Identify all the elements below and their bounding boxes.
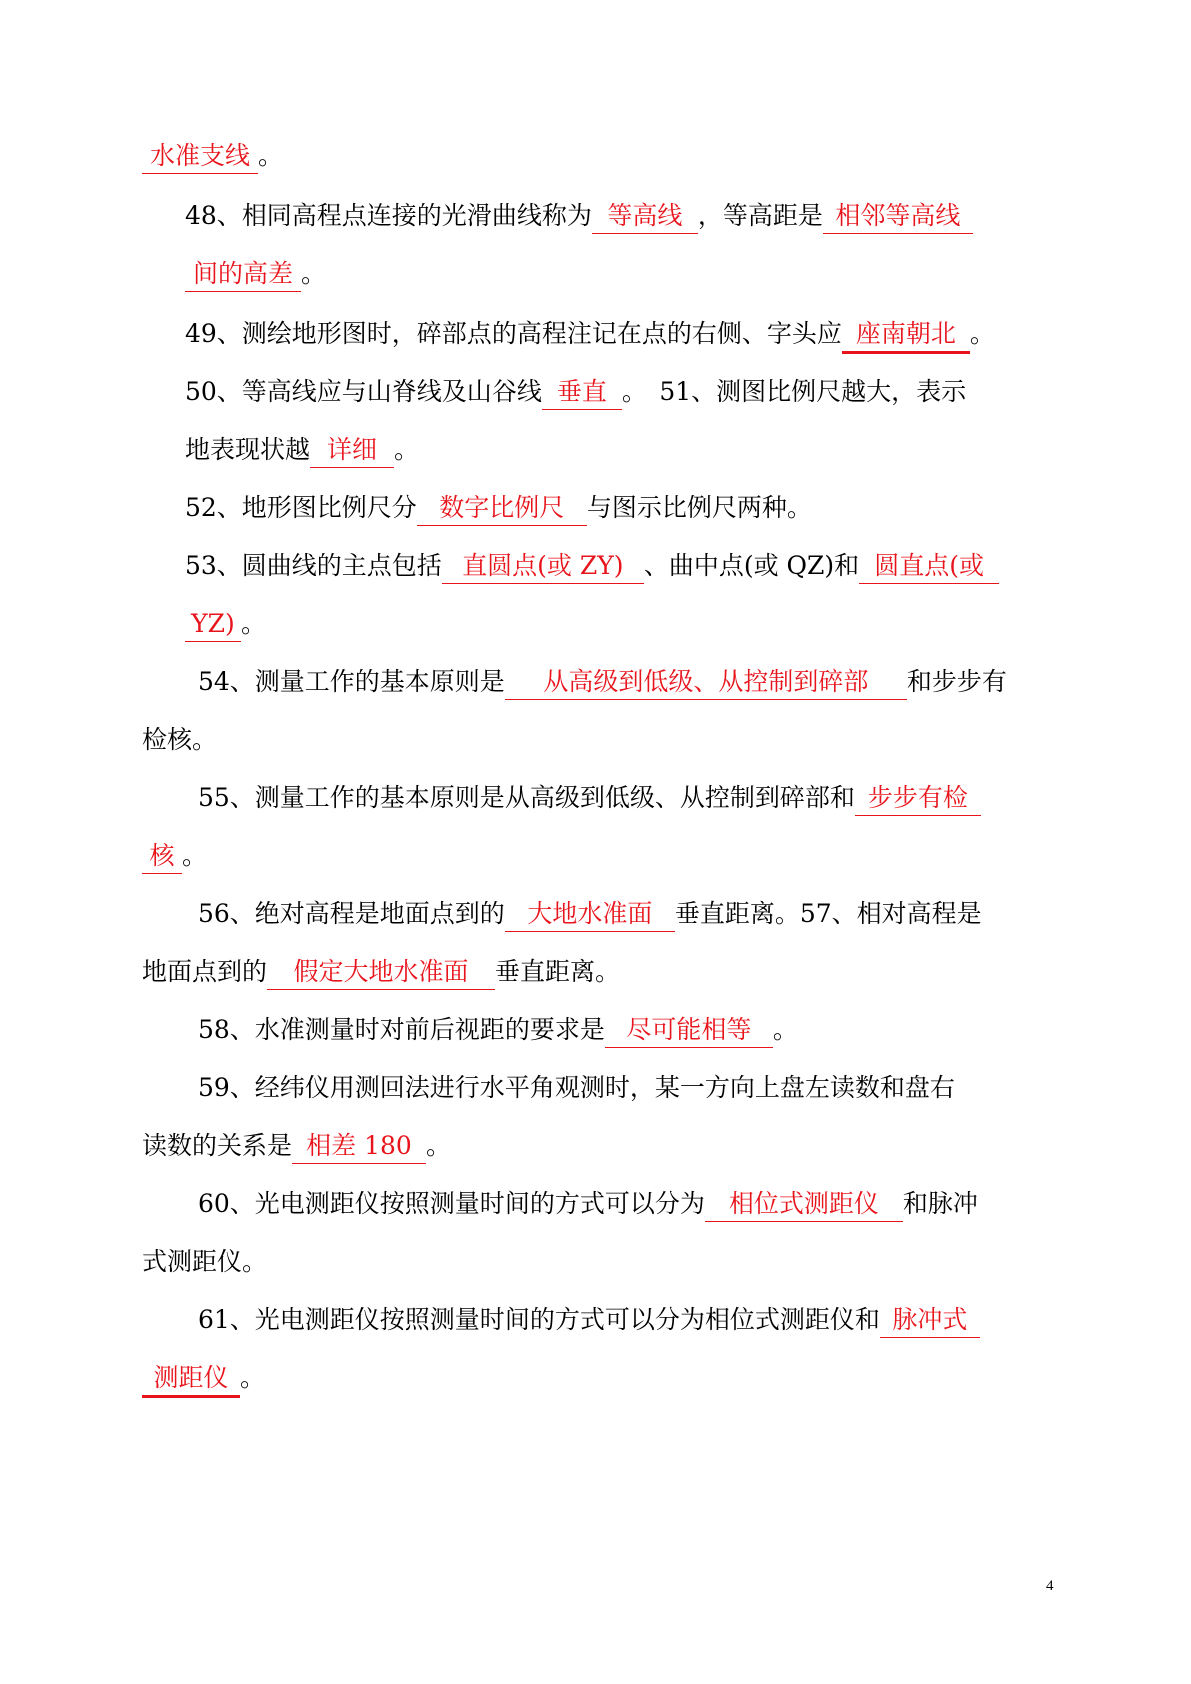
answer-blank: 相位式测距仪 (705, 1187, 903, 1222)
line-text: 52、地形图比例尺分 (185, 493, 417, 522)
answer-blank: 圆直点(或 (859, 549, 999, 584)
line-text: 地面点到的 (142, 957, 268, 986)
text-line (198, 1068, 1118, 1108)
line-text: 式测距仪。 (142, 1247, 268, 1276)
line-text: 58、水准测量时对前后视距的要求是 (198, 1015, 605, 1044)
line-text: 。 (301, 259, 327, 288)
line-text: 。 51、测图比例尺越大，表示 (621, 377, 967, 406)
line-text: 读数的关系是 (142, 1131, 293, 1160)
text-line (185, 604, 1105, 644)
answer-blank: 步步有检 (855, 781, 981, 816)
answer-blank: 核 (142, 839, 182, 874)
text-line (185, 254, 1105, 294)
text-line (198, 1184, 1118, 1224)
line-text: 。 (240, 1363, 266, 1392)
answer-blank: 垂直 (542, 375, 622, 410)
line-text: 55、测量工作的基本原则是从高级到低级、从控制到碎部和 (198, 783, 855, 812)
answer-blank: 数字比例尺 (417, 491, 587, 526)
answer-blank: 水准支线 (142, 139, 258, 174)
line-text: 60、光电测距仪按照测量时间的方式可以分为 (198, 1189, 705, 1218)
line-text: 。 (969, 319, 995, 348)
text-line (142, 720, 1062, 760)
answer-blank: 大地水准面 (505, 897, 675, 932)
answer-blank: 相邻等高线 (823, 199, 973, 234)
text-line (198, 778, 1118, 818)
line-text: 检核。 (142, 725, 218, 754)
text-line (142, 1358, 1062, 1398)
line-text: 50、等高线应与山脊线及山谷线 (185, 377, 542, 406)
line-text: 。 (182, 841, 208, 870)
text-line (142, 952, 1062, 992)
line-text: 地表现状越 (185, 435, 311, 464)
line-text: 。 (241, 609, 267, 638)
line-text: 垂直距离。 (495, 957, 621, 986)
answer-blank: 从高级到低级、从控制到碎部 (505, 665, 907, 700)
text-line (198, 1300, 1118, 1340)
line-text: 61、光电测距仪按照测量时间的方式可以分为相位式测距仪和 (198, 1305, 880, 1334)
line-text: 与图示比例尺两种。 (586, 493, 812, 522)
line-text: 、曲中点(或 QZ)和 (643, 551, 860, 580)
line-text: 垂直距离。57、相对高程是 (674, 899, 982, 928)
answer-blank: 座南朝北 (842, 317, 970, 354)
line-text: ，等高距是 (697, 201, 823, 230)
text-line (185, 314, 1105, 354)
answer-blank: 尽可能相等 (605, 1013, 773, 1048)
line-text: 54、测量工作的基本原则是 (198, 667, 505, 696)
line-text: 48、相同高程点连接的光滑曲线称为 (185, 201, 592, 230)
answer-blank: YZ) (185, 607, 241, 642)
answer-blank: 测距仪 (142, 1361, 240, 1398)
text-line (198, 1010, 1118, 1050)
answer-blank: 直圆点(或 ZY) (442, 549, 644, 584)
text-line (185, 196, 1105, 236)
answer-blank: 相差 180 (292, 1129, 426, 1164)
line-text: 。 (258, 141, 284, 170)
text-line (142, 1242, 1062, 1282)
text-line (142, 136, 1062, 176)
line-text: 和步步有 (906, 667, 1007, 696)
text-line (185, 546, 1105, 586)
text-line (198, 894, 1118, 934)
answer-blank: 等高线 (592, 199, 698, 234)
text-line (142, 1126, 1062, 1166)
answer-blank: 详细 (310, 433, 394, 468)
answer-blank: 假定大地水准面 (267, 955, 495, 990)
line-text: 。 (772, 1015, 798, 1044)
line-text: 和脉冲 (902, 1189, 978, 1218)
answer-blank: 间的高差 (185, 257, 301, 292)
line-text: 。 (394, 435, 420, 464)
text-line (185, 372, 1105, 412)
line-text: 53、圆曲线的主点包括 (185, 551, 442, 580)
text-line (198, 662, 1118, 702)
line-text: 49、测绘地形图时，碎部点的高程注记在点的右侧、字头应 (185, 319, 842, 348)
text-line (185, 488, 1105, 528)
answer-blank: 脉冲式 (880, 1303, 980, 1338)
line-text: 59、经纬仪用测回法进行水平角观测时，某一方向上盘左读数和盘右 (198, 1073, 955, 1102)
line-text: 。 (426, 1131, 452, 1160)
page-number: 4 (1046, 1578, 1054, 1594)
text-line (185, 430, 1105, 470)
line-text: 56、绝对高程是地面点到的 (198, 899, 505, 928)
text-line (142, 836, 1062, 876)
